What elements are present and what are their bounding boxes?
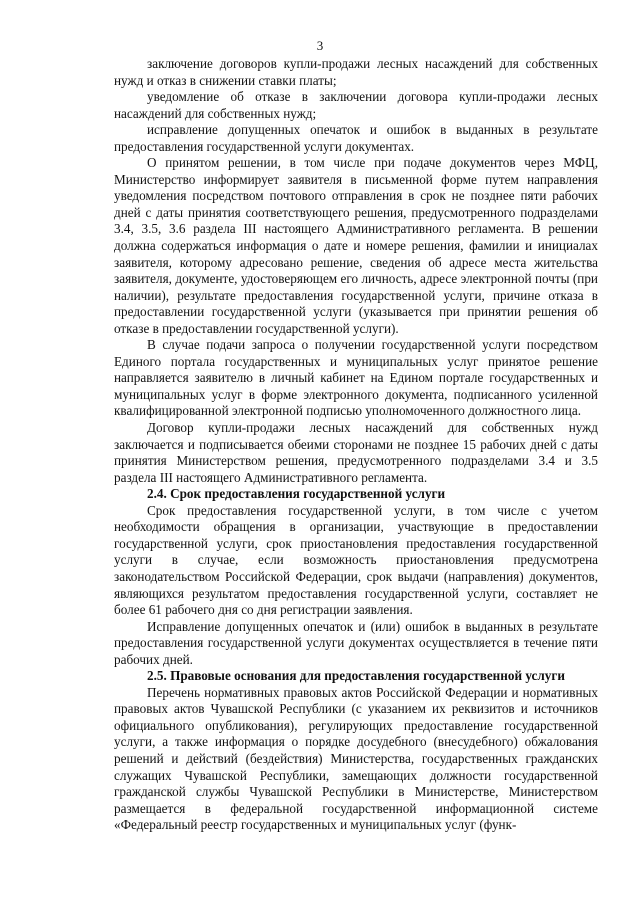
paragraph-legal-acts: Перечень нормативных правовых актов Российской Федерации и нормативных правовых актов Чувашской Республики (с указанием их реквизитов и источников официального опубликования), регулирующих предоставление государственной услуги, а также информация о порядке досудебного (внесудебного) обжалования решений и действий (бездействия) Министерства, государственных гражданских служащих Чувашской Республики, замещающих должности государственной гражданской службы Чувашской Республики в Министерстве, Министерством размещается в федеральной государственной информационной системе «Федеральный реестр государственных и муниципальных услуг (функ- xyxy=(114,684,598,833)
paragraph-refusal-notice: уведомление об отказе в заключении договора купли-продажи лесных насаждений для собственных нужд; xyxy=(114,89,598,121)
document-body xyxy=(114,56,598,834)
paragraph-service-term: Срок предоставления государственной услуги, в том числе с учетом необходимости обращения в организации, участвующие в предоставлении государственной услуги, срок приостановления предоставления государственной услуги в случае, если возможность приостановления предусмотрена законодательством Российской Федерации, срок выдачи (направления) документов, являющихся результатом предоставления государственной услуги, составляет не более 61 рабочего дня со дня регистрации заявления. xyxy=(114,502,598,618)
paragraph-contract-conclusion: заключение договоров купли-продажи лесных насаждений для собственных нужд и отказ в снижении ставки платы; xyxy=(114,56,598,88)
paragraph-typo-correction: исправление допущенных опечаток и ошибок в выданных в результате предоставления государственной услуги документах. xyxy=(114,122,598,154)
paragraph-portal-delivery: В случае подачи запроса о получении государственной услуги посредством Единого портала государственных и муниципальных услуг принятое решение направляется заявителю в личный кабинет на Едином портале государственных и муниципальных услуг в форме электронного документа, подписанного усиленной квалифицированной электронной подписью уполномоченного должностного лица. xyxy=(114,337,598,419)
paragraph-contract-signing: Договор купли-продажи лесных насаждений для собственных нужд заключается и подписывается обеими сторонами не позднее 15 рабочих дней с даты принятия Министерством решения, предусмотренного подразделами 3.4 и 3.5 раздела III настоящего Административного регламента. xyxy=(114,420,598,485)
section-heading-2-4: 2.4. Срок предоставления государственной услуги xyxy=(147,486,446,502)
paragraph-decision-notification: О принятом решении, в том числе при подаче документов через МФЦ, Министерство информирует заявителя в письменной форме путем направления уведомления посредством почтового отправления в срок не позднее пяти рабочих дней с даты принятия соответствующего решения, предусмотренного подразделами 3.4, 3.5, 3.6 раздела III настоящего Административного регламента. В решении должна содержаться информация о дате и номере решения, фамилии и инициалах заявителя, которому адресовано решение, сведения об адресе места жительства заявителя, документе, удостоверяющем его личность, адресе электронной почты (при наличии), результате предоставления государственной услуги, причине отказа в предоставлении государственной услуги (указывается при принятии решения об отказе в предоставлении государственной услуги). xyxy=(114,155,598,336)
paragraph-correction-term: Исправление допущенных опечаток и (или) ошибок в выданных в результате предоставления государственной услуги документах осуществляется в течение пяти рабочих дней. xyxy=(114,618,598,667)
section-heading-2-5: 2.5. Правовые основания для предоставления государственной услуги xyxy=(147,668,565,684)
page-number: 3 xyxy=(316,38,324,53)
